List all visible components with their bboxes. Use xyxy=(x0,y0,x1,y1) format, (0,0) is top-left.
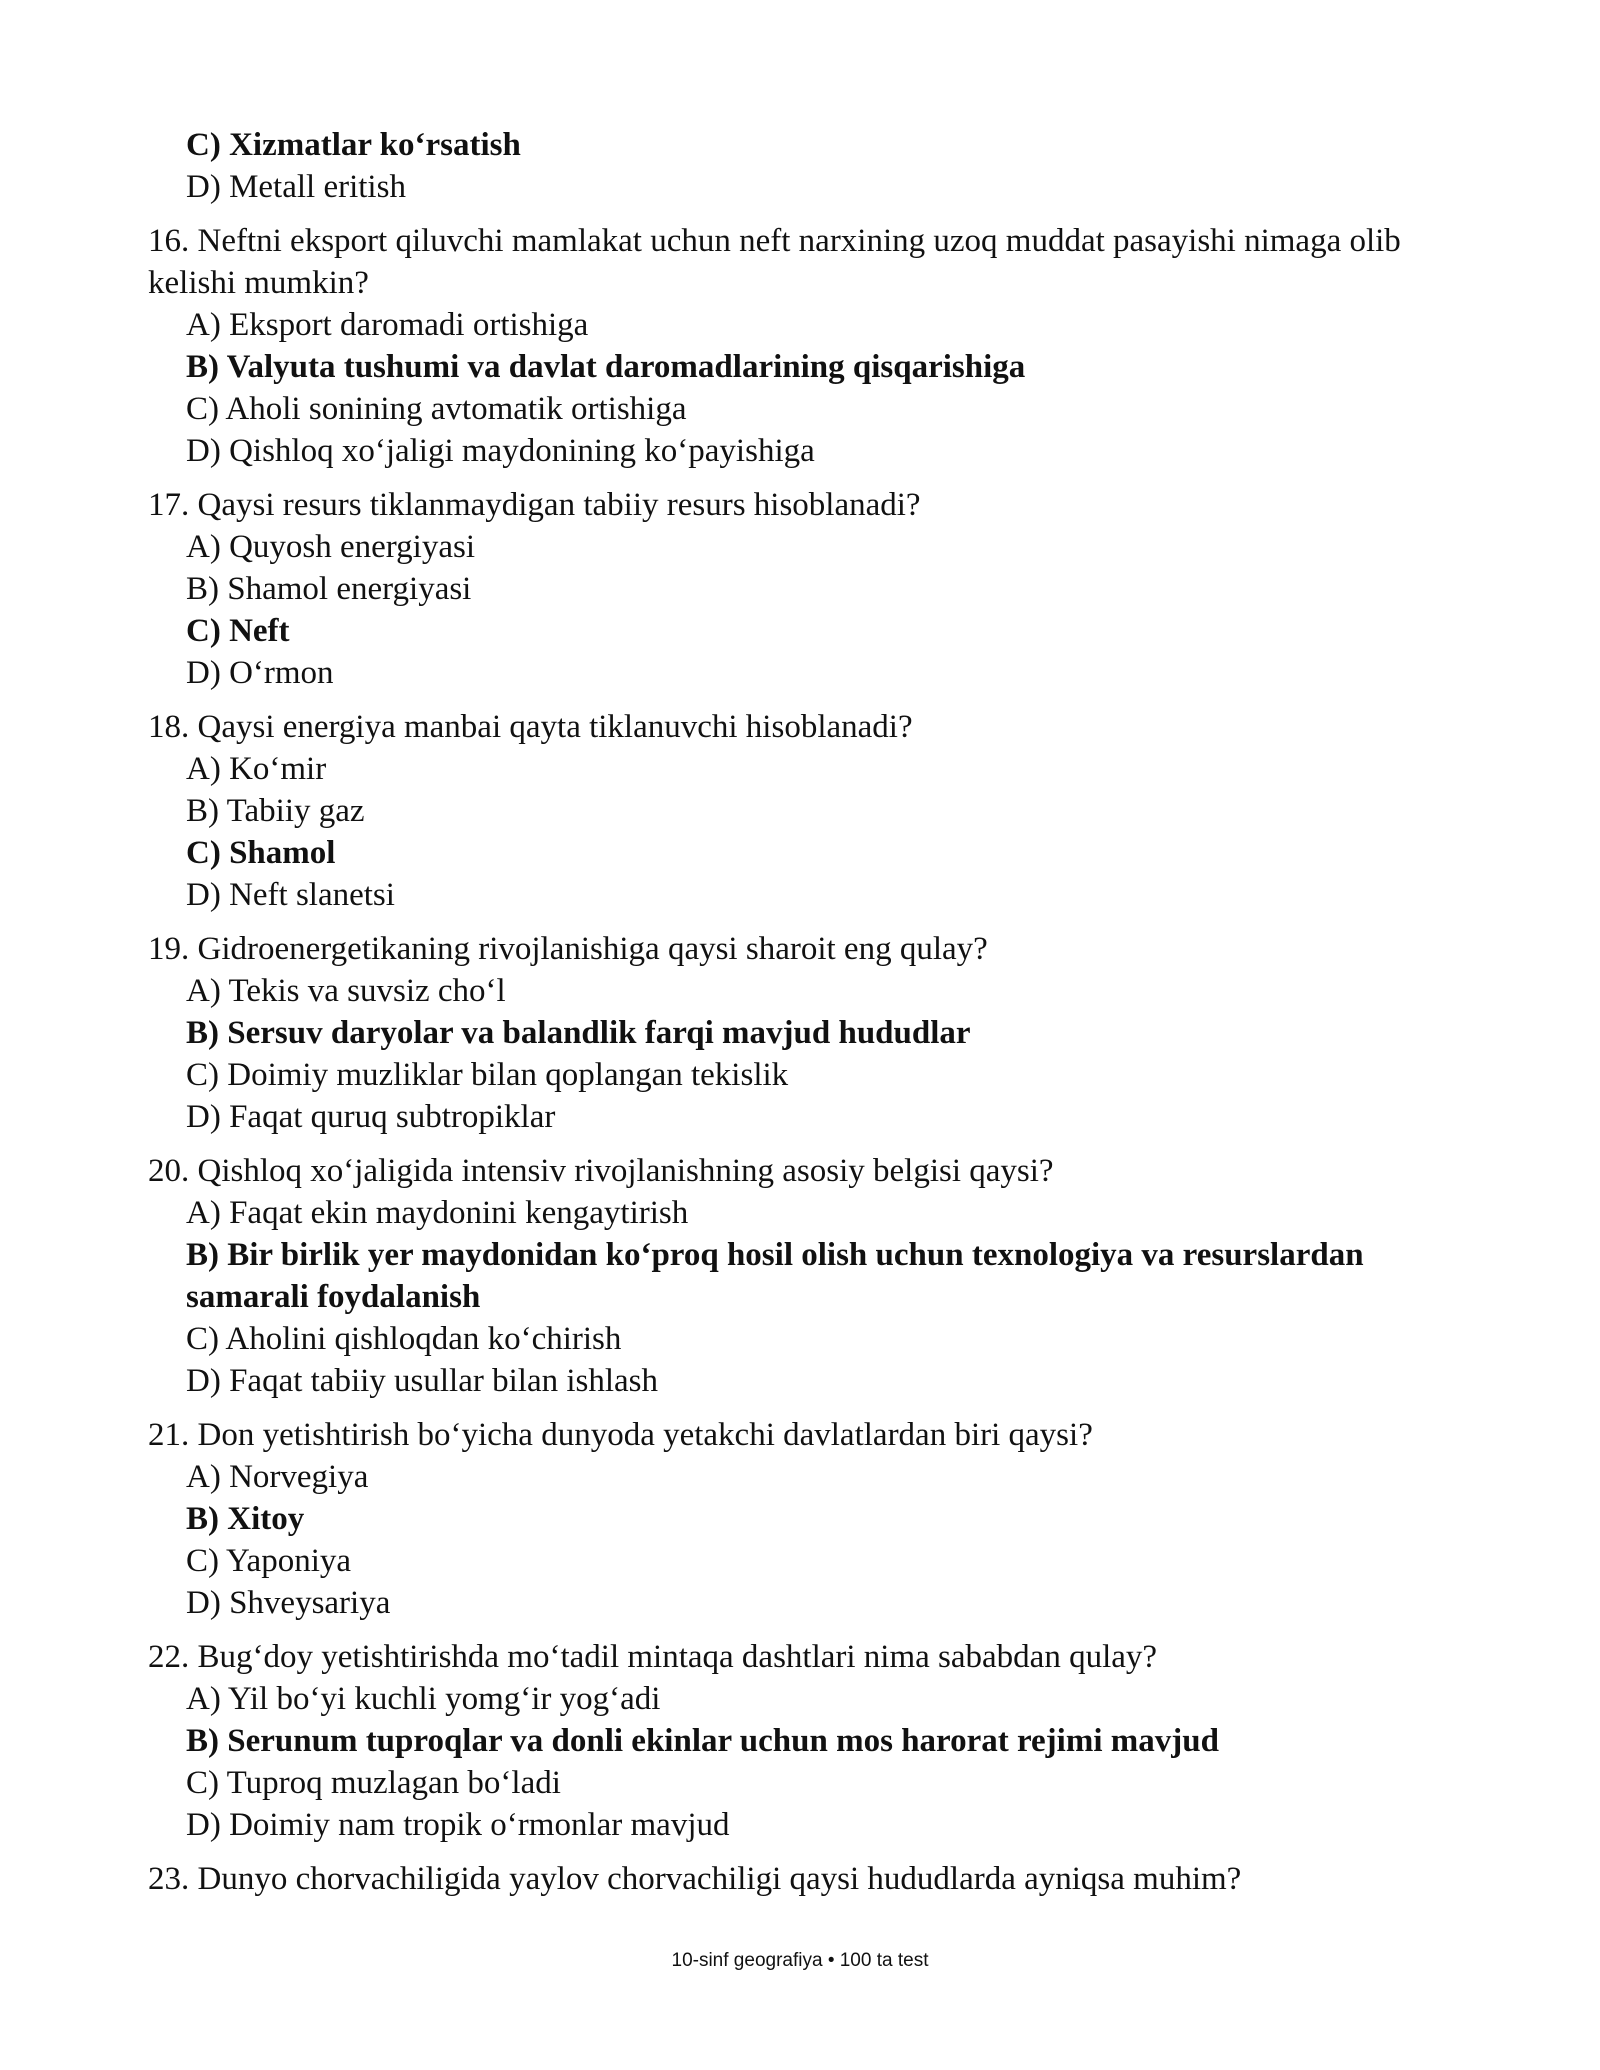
answer-options xyxy=(148,526,1488,694)
answer-options xyxy=(148,304,1488,472)
page-footer: 10-sinf geografiya • 100 ta test xyxy=(671,1950,929,1971)
question-21 xyxy=(148,1414,1488,1624)
answer-option: A) Ko‘mir xyxy=(186,751,327,787)
question-20 xyxy=(148,1150,1488,1402)
answer-option: D) Neft slanetsi xyxy=(186,877,395,913)
answer-options xyxy=(148,1678,1488,1846)
answer-option: D) Shveysariya xyxy=(186,1585,391,1621)
answer-option: C) Yaponiya xyxy=(186,1543,352,1579)
answer-option: C) Aholi sonining avtomatik ortishiga xyxy=(186,391,687,427)
carryover-question xyxy=(148,124,1488,208)
answer-options xyxy=(148,1456,1488,1624)
question-16 xyxy=(148,220,1488,472)
question-22 xyxy=(148,1636,1488,1846)
answer-option: C) Tuproq muzlagan bo‘ladi xyxy=(186,1765,561,1801)
answer-option-correct: B) Xitoy xyxy=(186,1501,305,1537)
answer-option: D) Faqat tabiiy usullar bilan ishlash xyxy=(186,1363,659,1399)
answer-option-correct: C) Xizmatlar ko‘rsatish xyxy=(186,127,521,163)
question-18 xyxy=(148,706,1488,916)
answer-option-correct: B) Bir birlik yer maydonidan ko‘proq hosil olish uchun texnologiya va resurslardan samarali foydalanish xyxy=(186,1237,1364,1315)
answer-option: A) Yil bo‘yi kuchli yomg‘ir yog‘adi xyxy=(186,1681,661,1717)
answer-option-correct: C) Shamol xyxy=(186,835,336,871)
answer-option: B) Shamol energiyasi xyxy=(186,571,472,607)
answer-options xyxy=(148,970,1488,1138)
answer-option: A) Tekis va suvsiz cho‘l xyxy=(186,973,506,1009)
answer-option: C) Aholini qishloqdan ko‘chirish xyxy=(186,1321,622,1357)
answer-option: D) Doimiy nam tropik o‘rmonlar mavjud xyxy=(186,1807,730,1843)
question-text: 16. Neftni eksport qiluvchi mamlakat uchun neft narxining uzoq muddat pasayishi nimaga olib kelishi mumkin? xyxy=(148,223,1401,301)
answer-option: A) Quyosh energiyasi xyxy=(186,529,476,565)
answer-option-correct: B) Serunum tuproqlar va donli ekinlar uchun mos harorat rejimi mavjud xyxy=(186,1723,1219,1759)
test-page xyxy=(148,124,1488,1900)
answer-option-correct: C) Neft xyxy=(186,613,290,649)
question-23 xyxy=(148,1858,1488,1900)
answer-options xyxy=(148,1192,1488,1402)
answer-option: A) Faqat ekin maydonini kengaytirish xyxy=(186,1195,689,1231)
answer-option-correct: B) Valyuta tushumi va davlat daromadlarining qisqarishiga xyxy=(186,349,1026,385)
answer-option: A) Eksport daromadi ortishiga xyxy=(186,307,589,343)
question-19 xyxy=(148,928,1488,1138)
question-text: 20. Qishloq xo‘jaligida intensiv rivojlanishning asosiy belgisi qaysi? xyxy=(148,1153,1054,1189)
question-17 xyxy=(148,484,1488,694)
answer-option-correct: B) Sersuv daryolar va balandlik farqi mavjud hududlar xyxy=(186,1015,971,1051)
question-text: 18. Qaysi energiya manbai qayta tiklanuvchi hisoblanadi? xyxy=(148,709,913,745)
question-text: 17. Qaysi resurs tiklanmaydigan tabiiy resurs hisoblanadi? xyxy=(148,487,921,523)
answer-option: A) Norvegiya xyxy=(186,1459,369,1495)
answer-option: B) Tabiiy gaz xyxy=(186,793,365,829)
answer-option: D) O‘rmon xyxy=(186,655,334,691)
question-text: 23. Dunyo chorvachiligida yaylov chorvachiligi qaysi hududlarda ayniqsa muhim? xyxy=(148,1861,1242,1897)
answer-option: D) Qishloq xo‘jaligi maydonining ko‘payishiga xyxy=(186,433,815,469)
answer-options xyxy=(148,124,1488,208)
question-text: 22. Bug‘doy yetishtirishda mo‘tadil mintaqa dashtlari nima sababdan qulay? xyxy=(148,1639,1158,1675)
answer-options xyxy=(148,748,1488,916)
answer-option: C) Doimiy muzliklar bilan qoplangan tekislik xyxy=(186,1057,789,1093)
answer-option: D) Faqat quruq subtropiklar xyxy=(186,1099,556,1135)
question-text: 19. Gidroenergetikaning rivojlanishiga qaysi sharoit eng qulay? xyxy=(148,931,988,967)
question-text: 21. Don yetishtirish bo‘yicha dunyoda yetakchi davlatlardan biri qaysi? xyxy=(148,1417,1093,1453)
answer-option: D) Metall eritish xyxy=(186,169,406,205)
